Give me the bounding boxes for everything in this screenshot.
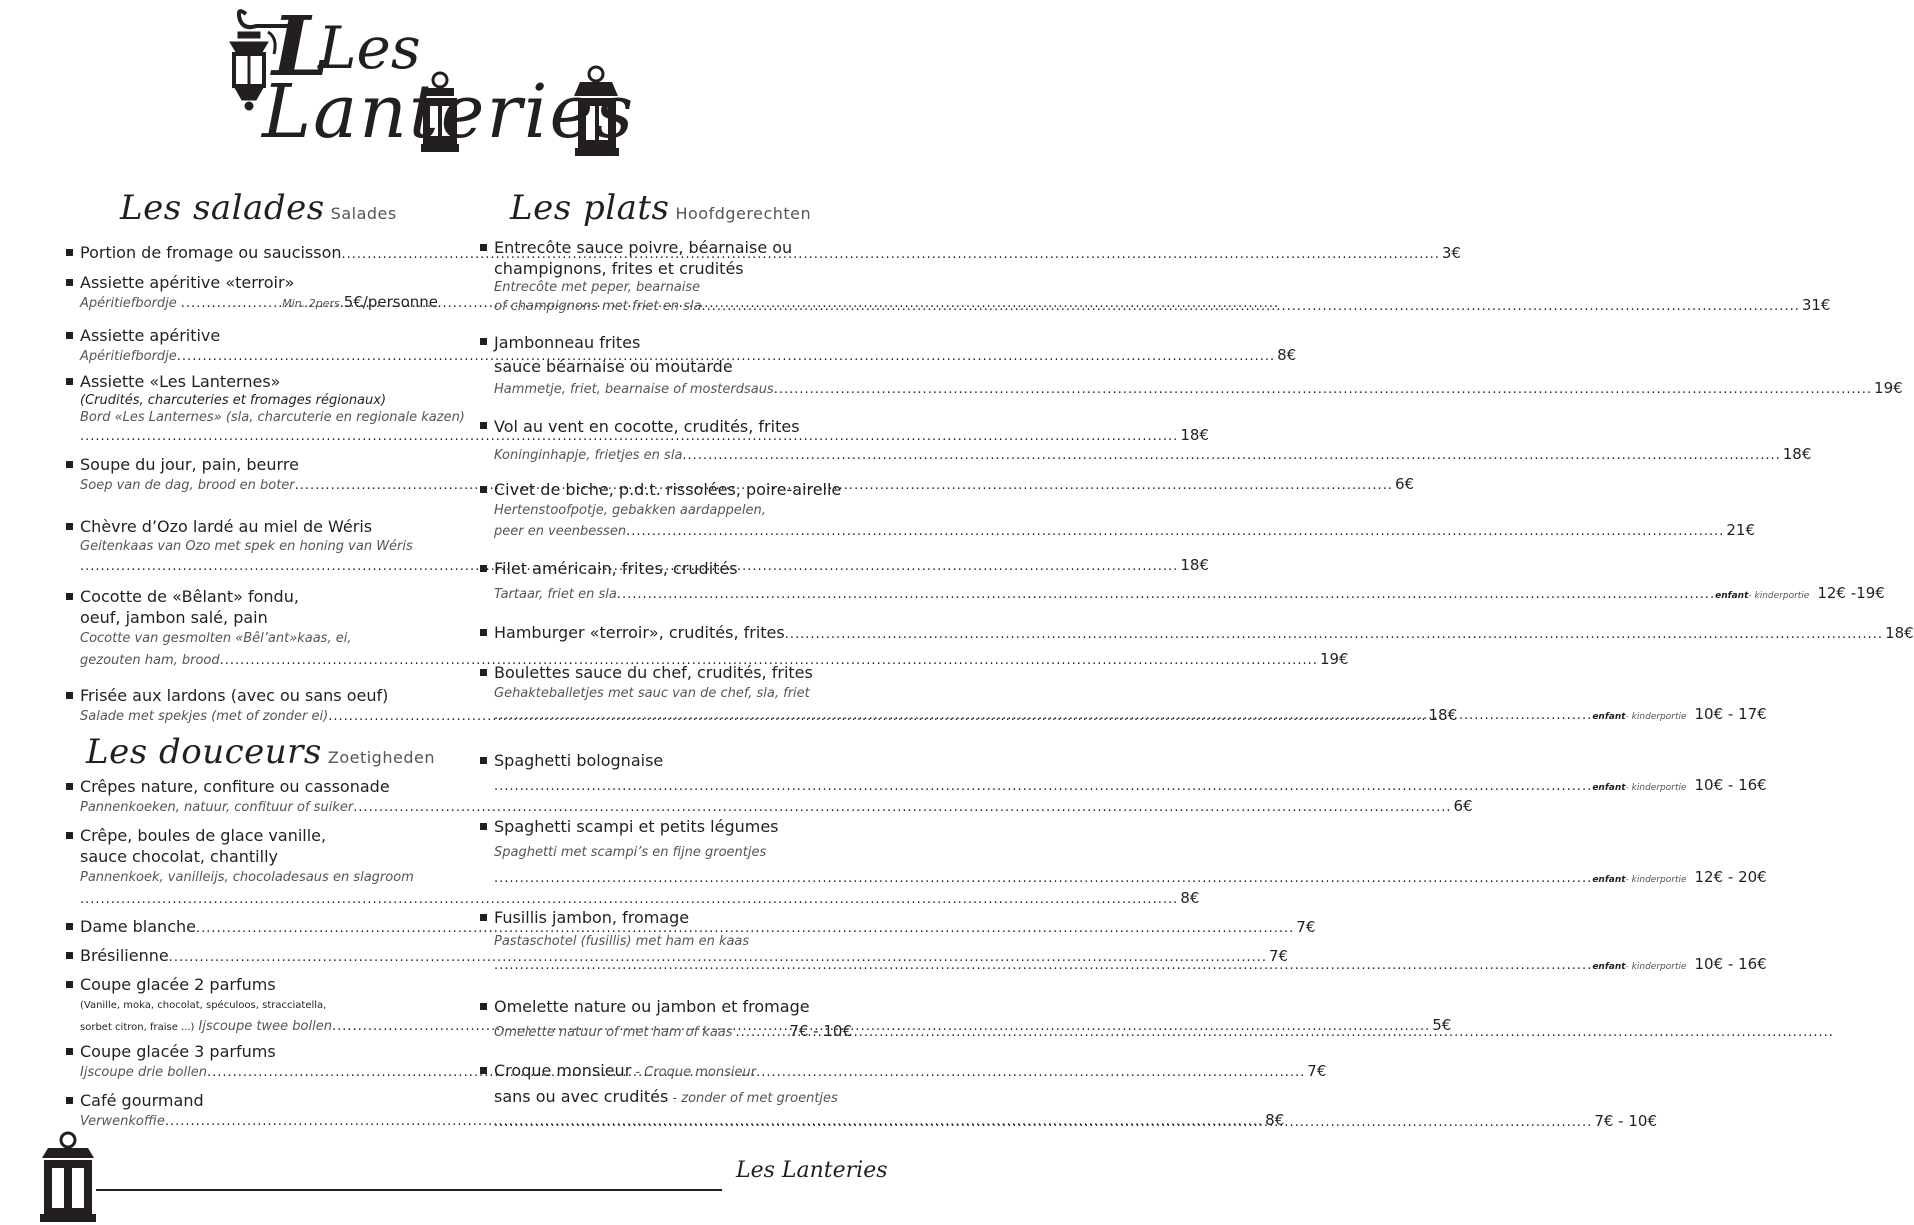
- item-sub: Entrecôte met peper, bearnaise: [494, 280, 701, 295]
- item-price: 7€: [1296, 918, 1316, 936]
- item-name: Croque monsieur: [494, 1061, 632, 1080]
- enfant-label: enfant: [1715, 591, 1749, 601]
- menu-item: [480, 996, 852, 1040]
- item-name-line2: sauce béarnaise ou moutarde: [494, 357, 733, 376]
- item-price: 8€: [1180, 889, 1200, 907]
- item-price: 10€ - 17€: [1694, 705, 1767, 723]
- item-name: Entrecôte sauce poivre, béarnaise ou: [480, 237, 852, 258]
- menu-item: [480, 331, 1903, 397]
- item-sub-line2: of champignons met friet en sla: [494, 299, 702, 314]
- item-sub: Bord «Les Lanternes» (sla, charcuterie en regionale kazen): [80, 410, 465, 425]
- item-name: Assiette apéritive «terroir»: [66, 272, 438, 293]
- footer-divider: [96, 1189, 722, 1191]
- item-sub: Salade met spekjes (met of zonder ei): [80, 709, 329, 724]
- item-sub: Geitenkaas van Ozo met spek en honing van Wéris: [80, 539, 413, 554]
- item-name: Crêpes nature, confiture ou cassonade: [66, 776, 438, 797]
- menu-item: [480, 1060, 1657, 1130]
- item-name-line2: oeuf, jambon salé, pain: [80, 608, 268, 627]
- kinder-label: - kinderportie: [1625, 712, 1687, 722]
- item-sub: Ijscoupe drie bollen: [80, 1065, 207, 1080]
- item-price: 7€ - 10€: [789, 1022, 852, 1040]
- item-name: Coupe glacée 2 parfums: [66, 974, 438, 995]
- item-name: Crêpe, boules de glace vanille,: [66, 825, 438, 846]
- item-name: Cocotte de «Bêlant» fondu,: [66, 586, 438, 607]
- item-sub: Ijscoupe twee bollen: [198, 1019, 332, 1034]
- item-price: 5€/personne: [343, 293, 438, 311]
- section-subtitle: Hoofdgerechten: [675, 204, 812, 223]
- item-name: Spaghetti scampi et petits légumes: [480, 816, 852, 838]
- item-sub: Pastaschotel (fusillis) met ham en kaas: [494, 934, 750, 949]
- logo-letter-l: L: [272, 0, 330, 95]
- menu-item: [480, 415, 1812, 463]
- item-price: 7€: [1269, 947, 1289, 965]
- menu-item: [480, 622, 1914, 643]
- kinder-label: - kinderportie: [1625, 875, 1687, 885]
- item-price: 18€: [1782, 445, 1812, 463]
- item-price: 7€ - 10€: [1594, 1112, 1657, 1130]
- item-name: Civet de biche, p.d.t. rissolées, poire-airelle: [480, 479, 852, 500]
- item-name-line2: champignons, frites et crudités: [494, 259, 744, 278]
- item-sub-line2: peer en veenbessen: [494, 524, 627, 539]
- menu-item: [480, 907, 1767, 973]
- item-name: Assiette apéritive: [66, 325, 438, 346]
- section-title-plats: [510, 188, 811, 228]
- menu-item: [480, 750, 1767, 794]
- item-name: Boulettes sauce du chef, crudités, frites: [480, 662, 852, 683]
- item-sub: Tartaar, friet en sla: [494, 587, 617, 602]
- item-price: 8€: [1277, 346, 1297, 364]
- menu-item: [66, 776, 1473, 815]
- item-name-line2: sans ou avec crudités: [494, 1087, 669, 1106]
- item-name: Brésilienne: [66, 945, 169, 966]
- item-sub: Pannenkoek, vanilleijs, chocoladesaus en slagroom: [80, 870, 414, 885]
- item-price: 10€ - 16€: [1694, 955, 1767, 973]
- menu-item: [66, 272, 438, 311]
- item-name: Omelette nature ou jambon et fromage: [480, 996, 852, 1018]
- item-name: Hamburger «terroir», crudités, frites: [480, 622, 785, 643]
- item-sub: Verwenkoffie: [80, 1114, 165, 1129]
- item-name-row: [480, 1060, 852, 1084]
- item-price: 18€: [1885, 624, 1914, 642]
- item-name: Spaghetti bolognaise: [480, 750, 852, 772]
- item-name: Assiette «Les Lanternes»: [66, 371, 438, 392]
- item-name: Jambonneau frites: [480, 331, 852, 355]
- item-name: Frisée aux lardons (avec ou sans oeuf): [66, 685, 438, 706]
- section-subtitle: Salades: [330, 204, 397, 223]
- section-title-douceurs: [86, 732, 435, 772]
- enfant-label: enfant: [1592, 875, 1626, 885]
- item-price: 21€: [1726, 521, 1756, 539]
- logo-line2: Lanteries: [262, 69, 636, 155]
- item-note: (Crudités, charcuteries et fromages régionaux): [80, 393, 387, 408]
- item-name: Dame blanche: [66, 916, 196, 937]
- section-title: Les plats: [510, 188, 670, 228]
- menu-item: [480, 816, 1767, 886]
- item-sub: Cocotte van gesmolten «Bêl’ant»kaas, ei,: [80, 631, 352, 646]
- footer-logo: Les Lanteries: [736, 1158, 888, 1183]
- section-subtitle: Zoetigheden: [327, 748, 435, 767]
- enfant-label: enfant: [1592, 783, 1626, 793]
- item-name: Café gourmand: [66, 1090, 438, 1111]
- item-sub: Gehakteballetjes met sauc van de chef, sla, friet: [494, 686, 810, 701]
- item-price: 31€: [1801, 296, 1831, 314]
- section-title: Les douceurs: [86, 732, 322, 772]
- item-price: 6€: [1453, 797, 1473, 815]
- item-sub: Spaghetti met scampi’s en fijne groentjes: [494, 845, 767, 860]
- item-price: 18€: [1180, 426, 1209, 444]
- item-sub-line2: gezouten ham, brood: [80, 653, 220, 668]
- item-name: Vol au vent en cocotte, crudités, frites: [480, 415, 852, 439]
- item-name: Portion de fromage ou saucisson: [66, 242, 342, 263]
- item-name-line2: sauce chocolat, chantilly: [80, 847, 278, 866]
- item-price: 19€: [1319, 650, 1349, 668]
- item-price: 18€: [1428, 706, 1458, 724]
- item-price: 3€: [1441, 244, 1461, 262]
- menu-item: [66, 945, 1289, 966]
- kinder-label: - kinderportie: [1625, 783, 1687, 793]
- item-price: 12€ - 20€: [1694, 868, 1767, 886]
- menu-item: [480, 237, 1831, 314]
- item-note: Min. 2pers: [282, 297, 340, 310]
- item-name-line2-row: [480, 1084, 852, 1112]
- item-sub: Pannenkoeken, natuur, confituur of suiker: [80, 800, 354, 815]
- item-name: Coupe glacée 3 parfums: [66, 1041, 438, 1062]
- item-sub: Apéritiefbordje: [80, 349, 177, 364]
- item-name-nl: - Croque monsieur: [631, 1065, 757, 1080]
- item-price: 7€: [1307, 1062, 1327, 1080]
- item-name-line2-nl: - zonder of met groentjes: [668, 1091, 838, 1106]
- item-sub: Omelette natuur of met ham of kaas: [494, 1025, 733, 1040]
- item-price: 8€: [1265, 1111, 1285, 1129]
- item-price: 5€: [1432, 1016, 1452, 1034]
- item-price: 12€ -19€: [1817, 584, 1885, 602]
- right-column: [480, 0, 1914, 1225]
- item-name: Filet américain, frites, crudités: [480, 558, 852, 580]
- item-price: 18€: [1180, 556, 1209, 574]
- enfant-label: enfant: [1592, 712, 1626, 722]
- section-title: Les salades: [120, 188, 325, 228]
- kinder-label: - kinderportie: [1625, 962, 1687, 972]
- item-name: Chèvre d’Ozo lardé au miel de Wéris: [66, 516, 438, 537]
- item-sub: Soep van de dag, brood en boter: [80, 478, 295, 493]
- enfant-label: enfant: [1592, 962, 1626, 972]
- section-title-salades: [120, 188, 397, 228]
- item-sub: Apéritiefbordje: [80, 296, 177, 311]
- item-price: 19€: [1874, 379, 1903, 397]
- logo-line1: Les: [318, 14, 421, 82]
- item-name: Soupe du jour, pain, beurre: [66, 454, 438, 475]
- kinder-label: - kinderportie: [1748, 591, 1810, 601]
- menu-item: [480, 479, 1756, 539]
- item-sub: Koninginhapje, frietjes en sla: [494, 448, 683, 463]
- item-name: Fusillis jambon, fromage: [480, 907, 852, 929]
- footer-lantern-icon: [38, 1130, 98, 1224]
- item-sub: Hertenstoofpotje, gebakken aardappelen,: [494, 503, 766, 518]
- item-price: 6€: [1394, 475, 1415, 493]
- item-note-line2: sorbet citron, fraise ...): [80, 1022, 195, 1033]
- item-sub: Hammetje, friet, bearnaise of mosterdsaus: [494, 382, 774, 397]
- item-price: 10€ - 16€: [1694, 776, 1767, 794]
- item-note: (Vanille, moka, chocolat, spéculoos, stracciatella,: [80, 1000, 327, 1011]
